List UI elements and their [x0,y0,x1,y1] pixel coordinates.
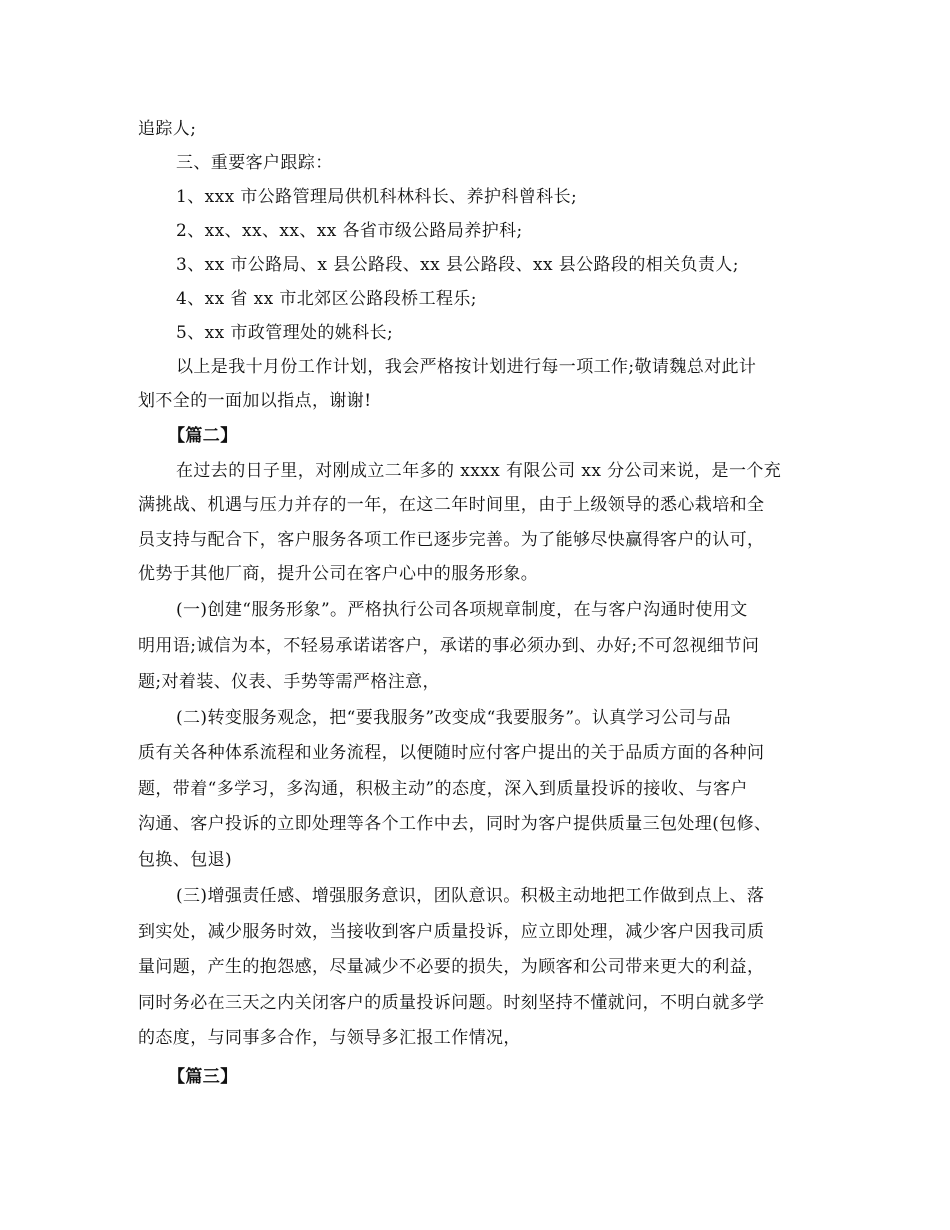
text-line: 题，带着“多学习，多沟通，积极主动”的态度，深入到质量投诉的接收、与客户 [138,779,748,799]
text-line: 在过去的日子里，对刚成立二年多的 xxxx 有限公司 xx 分公司来说，是一个充 [176,461,782,481]
list-item: 3、xx 市公路局、x 县公路段、xx 县公路段、xx 县公路段的相关负责人; [176,255,739,275]
text-line: 沟通、客户投诉的立即处理等各个工作中去，同时为客户提供质量三包处理(包修、 [138,814,772,834]
text-line: 的态度，与同事多合作，与领导多汇报工作情况， [138,1028,521,1048]
text-line: 以上是我十月份工作计划，我会严格按计划进行每一项工作;敬请魏总对此计 [176,357,757,377]
text-line: 题;对着装、仪表、手势等需严格注意， [138,672,440,692]
list-item: 1、xxx 市公路管理局供机科林科长、养护科曾科长; [176,187,578,207]
text-line: (三)增强责任感、增强服务意识，团队意识。积极主动地把工作做到点上、落 [176,886,765,906]
text-line: 划不全的一面加以指点，谢谢! [138,391,372,411]
text-line: 满挑战、机遇与压力并存的一年，在这二年时间里，由于上级领导的悉心栽培和全 [138,495,765,515]
text-line: 追踪人; [138,119,197,139]
section-heading-part-two: 【篇二】 [168,426,238,446]
text-line: 质有关各种体系流程和业务流程，以便随时应付客户提出的关于品质方面的各种问 [138,743,765,763]
text-line: 员支持与配合下，客户服务各项工作已逐步完善。为了能够尽快赢得客户的认可， [138,530,765,550]
list-item: 2、xx、xx、xx、xx 各省市级公路局养护科; [176,221,523,241]
list-item: 5、xx 市政管理处的姚科长; [176,323,394,343]
text-line: 优势于其他厂商，提升公司在客户心中的服务形象。 [138,564,539,584]
list-item: 4、xx 省 xx 市北郊区公路段桥工程乐; [176,289,477,309]
text-line: 同时务必在三天之内关闭客户的质量投诉问题。时刻坚持不懂就问，不明白就多学 [138,993,765,1013]
text-line: (一)创建“服务形象”。严格执行公司各项规章制度，在与客户沟通时使用文 [176,600,748,620]
text-line: 包换、包退) [138,850,233,870]
text-line: 量问题，产生的抱怨感，尽量减少不必要的损失，为顾客和公司带来更大的利益， [138,957,765,977]
section-heading: 三、重要客户跟踪： [176,153,333,173]
section-heading-part-three: 【篇三】 [168,1067,238,1087]
text-line: (二)转变服务观念，把“要我服务”改变成“我要服务”。认真学习公司与品 [176,708,732,728]
text-line: 到实处，减少服务时效，当接收到客户质量投诉，应立即处理，减少客户因我司质 [138,922,765,942]
text-line: 明用语;诚信为本，不轻易承诺诺客户，承诺的事必须办到、办好;不可忽视细节问 [138,636,760,656]
